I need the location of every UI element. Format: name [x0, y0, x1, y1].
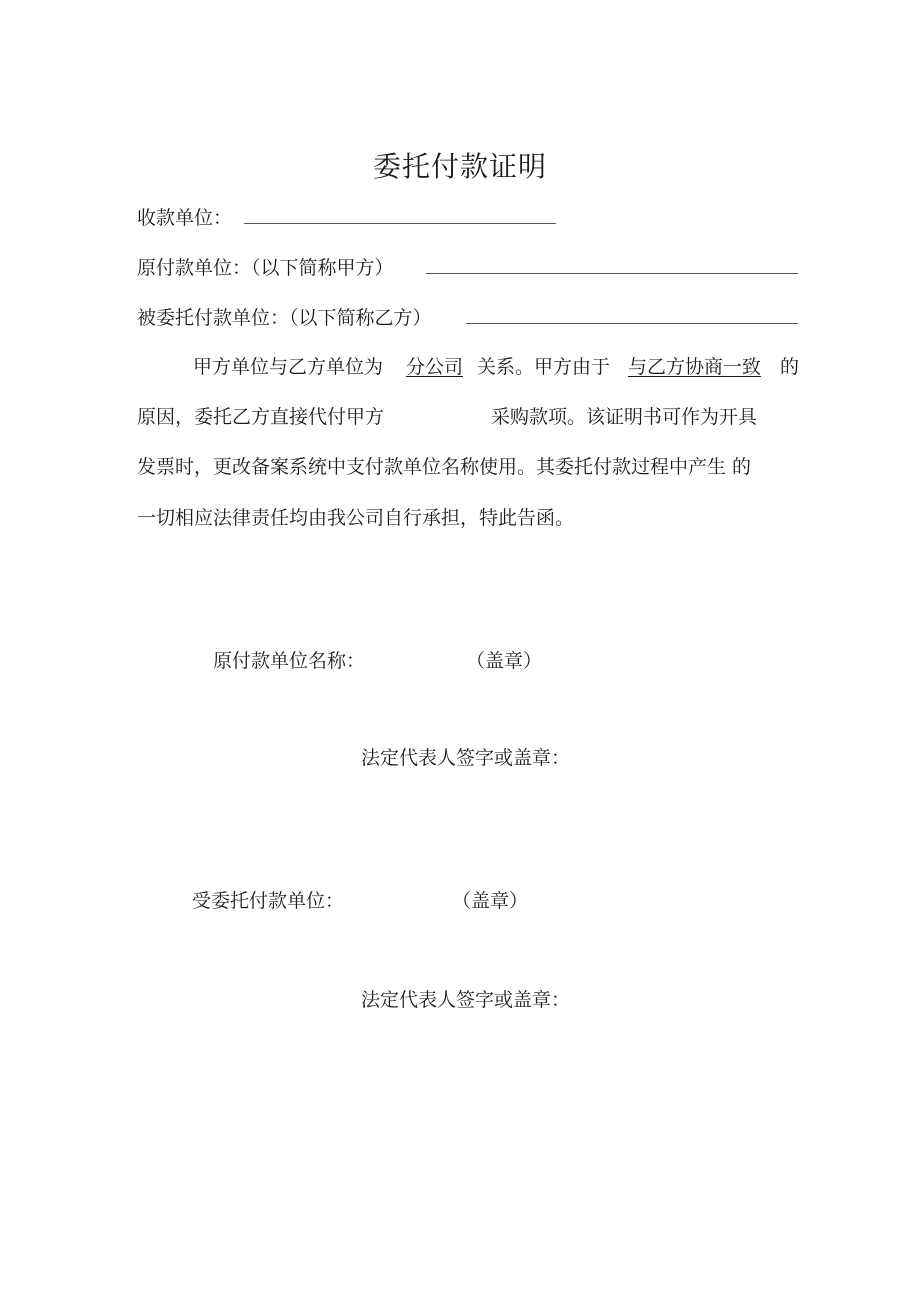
- reason-value: 与乙方协商一致: [628, 356, 762, 378]
- original-payer-name-label: 原付款单位名称：: [213, 650, 366, 672]
- document-title: 委托付款证明: [372, 150, 547, 183]
- entrusted-payer-label: 被委托付款单位：（以下简称乙方）: [137, 307, 432, 329]
- seal-2: （盖章）: [452, 890, 529, 912]
- body-line-4: 一切相应法律责任均由我公司自行承担，特此告函。: [137, 507, 575, 529]
- body-line-3: 发票时，更改备案系统中支付款单位名称使用。其委托付款过程中产生 的: [137, 456, 752, 478]
- payee-label: 收款单位：: [137, 207, 233, 229]
- entrusted-payer-signature-label: 受委托付款单位：: [192, 890, 345, 912]
- body-line-1-b: 关系。甲方由于: [477, 356, 611, 378]
- body-line-2-a: 原因，委托乙方直接代付甲方: [137, 406, 385, 428]
- body-line-1-a: 甲方单位与乙方单位为: [193, 356, 384, 378]
- legal-rep-signature-1: 法定代表人签字或盖章：: [361, 747, 571, 769]
- body-line-1-c: 的: [780, 356, 800, 378]
- payee-blank-line: [244, 223, 556, 224]
- legal-rep-signature-2: 法定代表人签字或盖章：: [361, 989, 571, 1011]
- original-payer-blank-line: [426, 273, 798, 274]
- original-payer-label: 原付款单位：（以下简称甲方）: [137, 257, 394, 279]
- body-line-2-b: 采购款项。该证明书可作为开具: [491, 406, 758, 428]
- seal-1: （盖章）: [466, 650, 543, 672]
- relationship-value: 分公司: [406, 356, 464, 378]
- entrusted-payer-blank-line: [466, 323, 798, 324]
